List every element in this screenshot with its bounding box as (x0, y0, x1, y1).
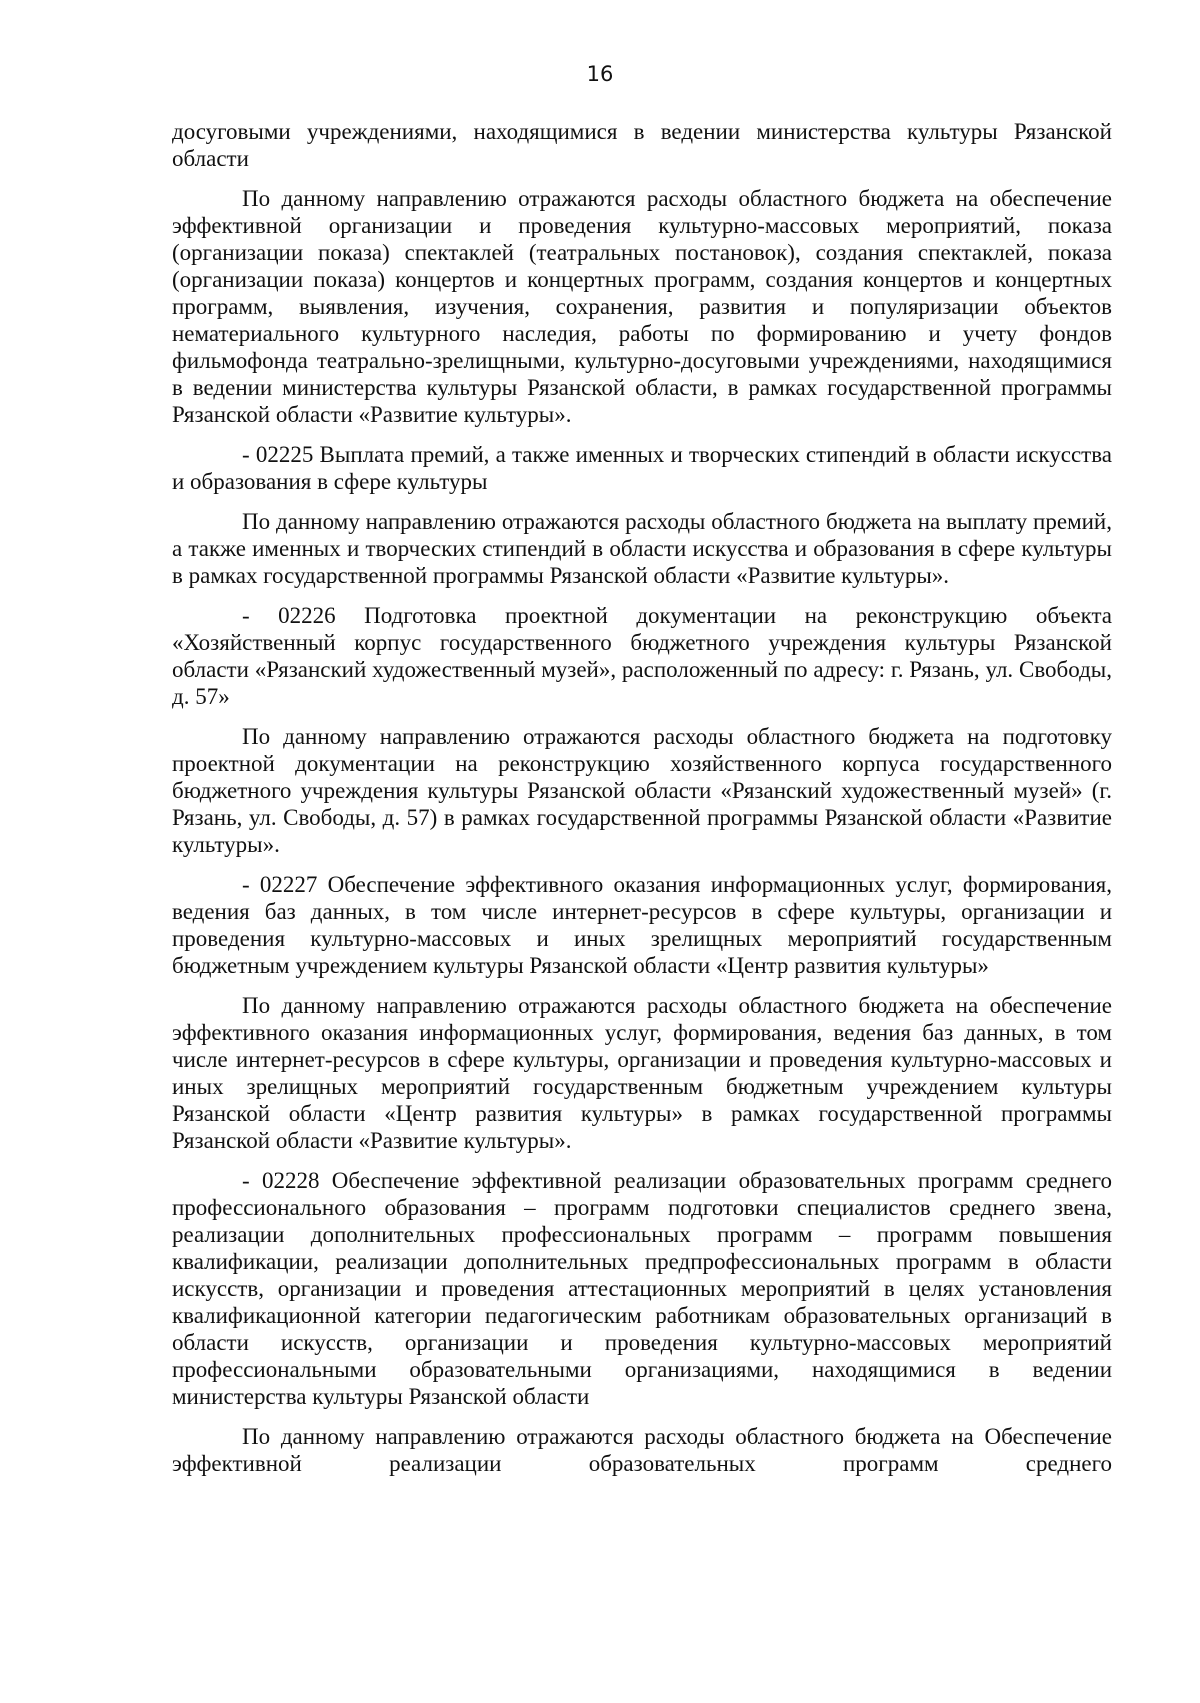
paragraph-description: По данному направлению отражаются расходы областного бюджета на выплату премий, а также именных и творческих стипендий в области искусства и образования в сфере культуры в рамках государственной программы Рязанской области «Развитие культуры». (172, 509, 1112, 588)
paragraph-item-02228: - 02228 Обеспечение эффективной реализации образовательных программ среднего профессионального образования – программ подготовки специалистов среднего звена, реализации дополнительных профессиональных программ – программ повышения квалификации, реализации дополнительных предпрофессиональных программ в области искусств, организации и проведения аттестационных мероприятий в целях установления квалификационной категории педагогическим работникам образовательных организаций в области искусств, организации и проведения культурно-массовых мероприятий профессиональными образовательными организациями, находящимися в ведении министерства культуры Рязанской области (172, 1168, 1112, 1409)
paragraph-description: По данному направлению отражаются расходы областного бюджета на подготовку проектной документации на реконструкцию хозяйственного корпуса государственного бюджетного учреждения культуры Рязанской области «Рязанский художественный музей» (г. Рязань, ул. Свободы, д. 57) в рамках государственной программы Рязанской области «Развитие культуры». (172, 724, 1112, 857)
paragraph-description: По данному направлению отражаются расходы областного бюджета на обеспечение эффективной организации и проведения культурно-массовых мероприятий, показа (организации показа) спектаклей (театральных постановок), создания спектаклей, показа (организации показа) концертов и концертных программ, создания концертов и концертных программ, выявления, изучения, сохранения, развития и популяризации объектов нематериального культурного наследия, работы по формированию и учету фондов фильмофонда театрально-зрелищными, культурно-досуговыми учреждениями, находящимися в ведении министерства культуры Рязанской области, в рамках государственной программы Рязанской области «Развитие культуры». (172, 186, 1112, 427)
paragraph-item-02225: - 02225 Выплата премий, а также именных и творческих стипендий в области искусства и образования в сфере культуры (172, 442, 1112, 494)
paragraph-continuation: досуговыми учреждениями, находящимися в ведении министерства культуры Рязанской области (172, 119, 1112, 171)
paragraph-item-02226: - 02226 Подготовка проектной документации на реконструкцию объекта «Хозяйственный корпус государственного бюджетного учреждения культуры Рязанской области «Рязанский художественный музей», расположенный по адресу: г. Рязань, ул. Свободы, д. 57» (172, 603, 1112, 709)
page-number: 16 (586, 62, 614, 86)
paragraph-description: По данному направлению отражаются расходы областного бюджета на Обеспечение эффективной реализации образовательных программ среднего (172, 1424, 1112, 1476)
paragraph-description: По данному направлению отражаются расходы областного бюджета на обеспечение эффективного оказания информационных услуг, формирования, ведения баз данных, в том числе интернет-ресурсов в сфере культуры, организации и проведения культурно-массовых и иных зрелищных мероприятий государственным бюджетным учреждением культуры Рязанской области «Центр развития культуры» в рамках государственной программы Рязанской области «Развитие культуры». (172, 993, 1112, 1153)
paragraph-item-02227: - 02227 Обеспечение эффективного оказания информационных услуг, формирования, ведения баз данных, в том числе интернет-ресурсов в сфере культуры, организации и проведения культурно-массовых и иных зрелищных мероприятий государственным бюджетным учреждением культуры Рязанской области «Центр развития культуры» (172, 872, 1112, 978)
document-body (172, 118, 1112, 1490)
